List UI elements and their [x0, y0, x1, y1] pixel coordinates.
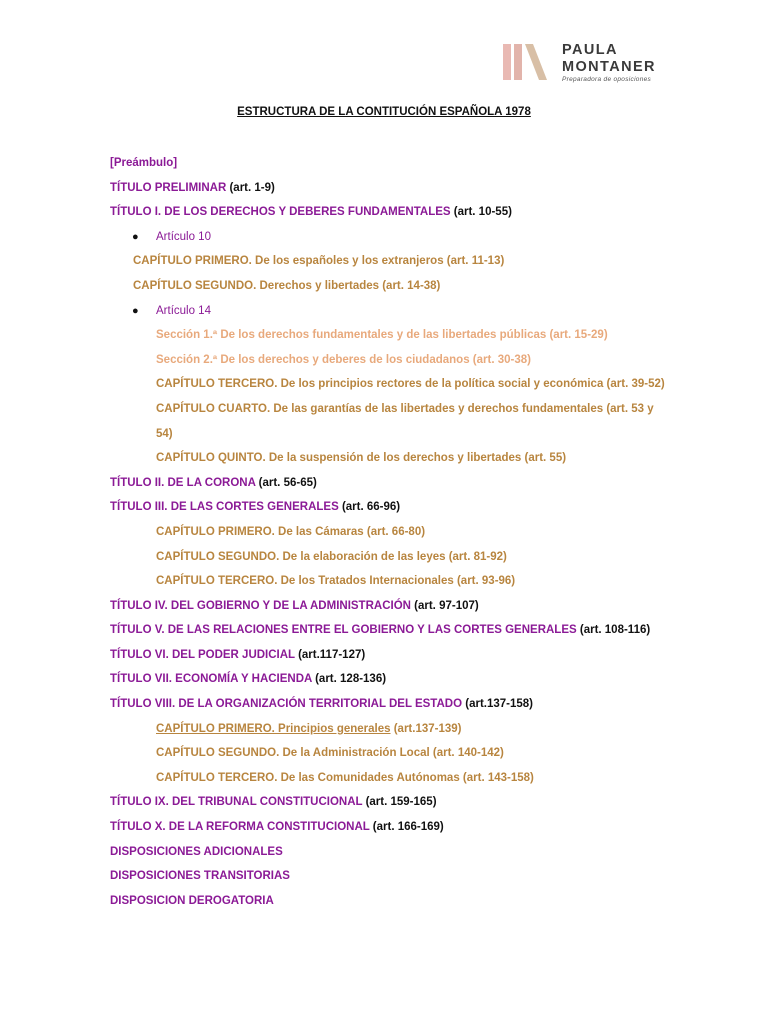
books-logo-icon [503, 44, 551, 80]
constitution-outline [0, 151, 768, 913]
t1-seccion-1-entry: Sección 1.ª De los derechos fundamentales y de las libertades públicas (art. 15-29) [156, 329, 608, 342]
t1-capitulo-3-entry: CAPÍTULO TERCERO. De los principios rectores de la política social y económica (art. 39-52) [156, 378, 665, 391]
articulo-label: Artículo 14 [156, 304, 211, 317]
titulo-preliminar-entry [0, 176, 768, 201]
brand-text [562, 42, 656, 84]
article-range: (art.137-139) [390, 722, 462, 735]
t3-capitulo-1-entry: CAPÍTULO PRIMERO. De las Cámaras (art. 66-80) [156, 525, 426, 538]
article-range: (art. 56-65) [255, 476, 317, 489]
titulo-2-entry [0, 471, 768, 496]
article-range: (art. 108-116) [576, 624, 651, 637]
titulo-6-entry [0, 643, 768, 668]
article-range: (art. 159-165) [362, 796, 437, 809]
article-range: (art. 66-96) [338, 501, 401, 514]
t1-seccion-2-entry: Sección 2.ª De los derechos y deberes de los ciudadanos (art. 30-38) [156, 353, 531, 366]
titulo-label: TÍTULO V. DE LAS RELACIONES ENTRE EL GOBIERNO Y LAS CORTES GENERALES [110, 624, 577, 637]
titulo-9-entry [0, 790, 768, 815]
titulo-5-entry [0, 618, 768, 643]
t8-capitulo-3-entry: CAPÍTULO TERCERO. De las Comunidades Autónomas (art. 143-158) [156, 771, 534, 784]
disposicion-derogatoria-entry: DISPOSICION DEROGATORIA [110, 894, 274, 907]
articulo-label: Artículo 10 [156, 230, 211, 243]
articulo-10-item [0, 225, 768, 250]
article-range: (art. 1-9) [226, 181, 275, 194]
titulo-1-entry [0, 200, 768, 225]
t1-capitulo-5-entry: CAPÍTULO QUINTO. De la suspensión de los derechos y libertades (art. 55) [156, 452, 567, 465]
t1-capitulo-2-entry: CAPÍTULO SEGUNDO. Derechos y libertades (art. 14-38) [133, 279, 441, 292]
brand-name-line2: MONTANER [562, 59, 656, 75]
articulo-14-item [0, 299, 768, 324]
article-range: (art.137-158) [462, 698, 534, 711]
preambulo-entry: [Preámbulo] [110, 157, 178, 169]
brand-name-line1: PAULA [562, 42, 618, 58]
article-range: (art. 128-136) [311, 673, 387, 686]
titulo-label: TÍTULO PRELIMINAR [110, 181, 227, 194]
titulo-7-entry [0, 667, 768, 692]
titulo-3-entry [0, 495, 768, 520]
titulo-label: TÍTULO I. DE LOS DERECHOS Y DEBERES FUNDAMENTALES [110, 206, 451, 219]
bullet-icon: ● [132, 304, 139, 317]
article-range: (art. 166-169) [369, 821, 444, 834]
t1-capitulo-4-entry: CAPÍTULO CUARTO. De las garantías de las libertades y derechos fundamentales (art. 53 y 54) [156, 402, 654, 440]
titulo-4-entry [0, 594, 768, 619]
titulo-label: TÍTULO X. DE LA REFORMA CONSTITUCIONAL [110, 821, 370, 834]
titulo-10-entry [0, 815, 768, 840]
titulo-label: TÍTULO VII. ECONOMÍA Y HACIENDA [110, 673, 312, 686]
brand-tagline: Preparadora de oposiciones [562, 76, 652, 83]
t1-capitulo-1-entry: CAPÍTULO PRIMERO. De los españoles y los extranjeros (art. 11-13) [133, 255, 505, 268]
titulo-label: TÍTULO VIII. DE LA ORGANIZACIÓN TERRITORIAL DEL ESTADO [110, 698, 463, 711]
document-title: ESTRUCTURA DE LA CONTITUCIÓN ESPAÑOLA 1978 [237, 106, 531, 118]
titulo-label: TÍTULO IV. DEL GOBIERNO Y DE LA ADMINISTRACIÓN [110, 599, 411, 612]
titulo-label: TÍTULO IX. DEL TRIBUNAL CONSTITUCIONAL [110, 796, 363, 809]
article-range: (art. 10-55) [450, 206, 512, 219]
titulo-label: TÍTULO II. DE LA CORONA [110, 476, 256, 489]
titulo-label: TÍTULO VI. DEL PODER JUDICIAL [110, 648, 295, 661]
article-range: (art. 97-107) [410, 599, 479, 612]
capitulo-label: CAPÍTULO PRIMERO. Principios generales [156, 722, 391, 735]
t8-capitulo-1-entry [0, 717, 768, 742]
article-range: (art.117-127) [294, 648, 366, 661]
disposiciones-adicionales-entry: DISPOSICIONES ADICIONALES [110, 845, 283, 858]
bullet-icon: ● [132, 230, 139, 243]
t3-capitulo-2-entry: CAPÍTULO SEGUNDO. De la elaboración de las leyes (art. 81-92) [156, 550, 507, 563]
disposiciones-transitorias-entry: DISPOSICIONES TRANSITORIAS [110, 870, 290, 883]
titulo-8-entry [0, 692, 768, 717]
t3-capitulo-3-entry: CAPÍTULO TERCERO. De los Tratados Internacionales (art. 93-96) [156, 575, 516, 588]
t8-capitulo-2-entry: CAPÍTULO SEGUNDO. De la Administración Local (art. 140-142) [156, 747, 504, 760]
titulo-label: TÍTULO III. DE LAS CORTES GENERALES [110, 501, 339, 514]
